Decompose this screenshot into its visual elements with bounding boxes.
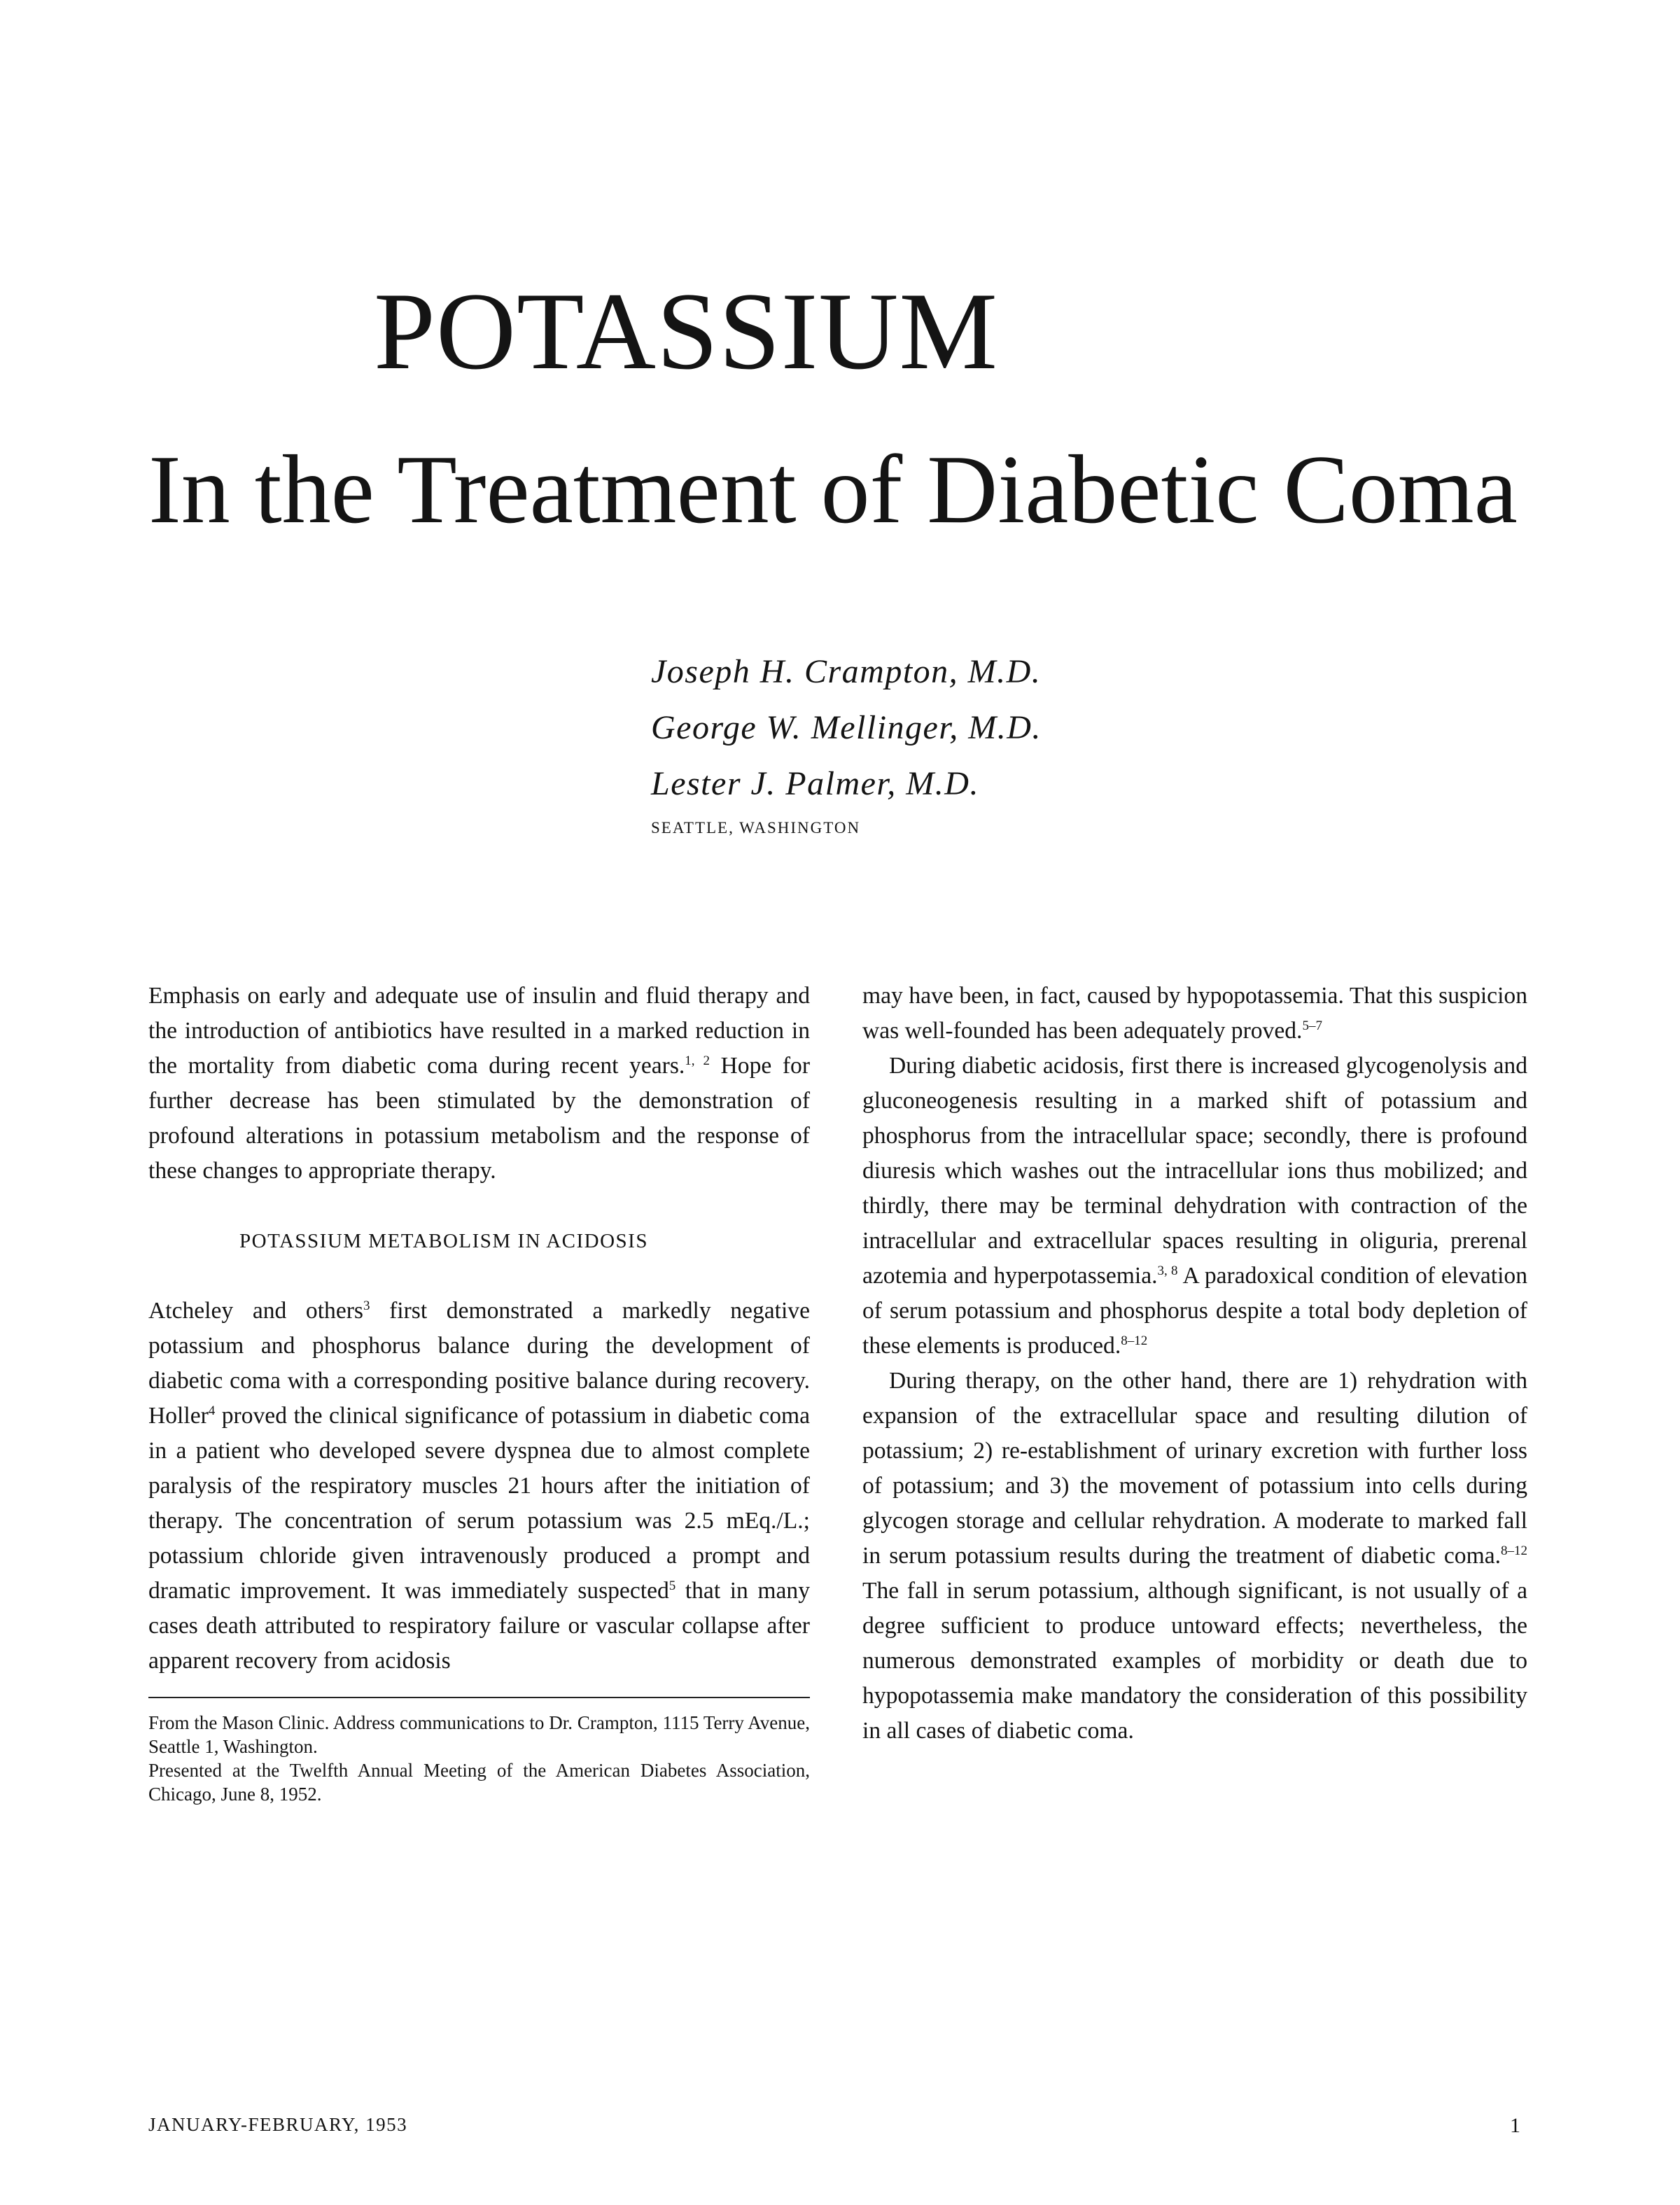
paragraph-text: that in many cases death attributed to respiratory failure or vascular collapse after apparent recovery from acidosis <box>148 1578 810 1674</box>
intro-text-a: Emphasis on early and adequate use of insulin and fluid therapy and the introduction of antibiotics have resulted in a marked reduction in the mortality from diabetic coma during recent years. <box>148 983 810 1079</box>
paragraph-text: A paradoxical condition of elevation of serum potassium and phosphorus despite a total body depletion of these elements is produced. <box>862 1263 1527 1359</box>
footnote-affiliation: From the Mason Clinic. Address communications to Dr. Crampton, 1115 Terry Avenue, Seattle 1, Washington. <box>148 1712 810 1757</box>
reference-marker: 8–12 <box>1501 1543 1527 1558</box>
article-title: POTASSIUM <box>374 270 998 393</box>
author-name: George W. Mellinger, M.D. <box>651 709 1042 746</box>
reference-marker: 4 <box>208 1403 216 1418</box>
right-column <box>862 979 1527 1749</box>
article-subtitle: In the Treatment of Diabetic Coma <box>148 435 1518 544</box>
paragraph-text: During diabetic acidosis, first there is increased glycogenolysis and gluconeogenesis resulting in a marked shift of potassium and phosphorus from the intracellular space; secondly, there is profound diuresis which washes out the intracellular ions thus mobilized; and thirdly, there may be terminal dehydration with contraction of the intracellular and extracellular spaces resulting in oliguria, prerenal azotemia and hyperpotassemia. <box>862 1053 1527 1289</box>
left-column <box>148 979 810 1806</box>
author-name: Joseph H. Crampton, M.D. <box>651 653 1042 690</box>
section-heading: POTASSIUM METABOLISM IN ACIDOSIS <box>239 1230 648 1252</box>
paragraph-text: The fall in serum potassium, although significant, is not usually of a degree sufficient to produce untoward effects; nevertheless, the numerous demonstrated examples of morbidity or death due to hypopotassemia make mandatory the consideration of this possibility in all cases of diabetic coma. <box>862 1578 1527 1744</box>
body-paragraph <box>148 1294 810 1679</box>
author-location: SEATTLE, WASHINGTON <box>651 819 861 836</box>
body-paragraph <box>862 1364 1527 1749</box>
paragraph-text: proved the clinical significance of potassium in diabetic coma in a patient who developed severe dyspnea due to almost complete paralysis of the respiratory muscles 21 hours after the initiation of therapy. The concentration of serum potassium was 2.5 mEq./L.; potassium chloride given intravenously produced a prompt and dramatic improvement. It was immediately suspected <box>148 1403 810 1604</box>
footnote-divider <box>148 1697 810 1698</box>
reference-marker: 5–7 <box>1302 1018 1322 1033</box>
author-name: Lester J. Palmer, M.D. <box>651 765 979 802</box>
paragraph-text: During therapy, on the other hand, there are 1) rehydration with expansion of the extracellular space and resulting dilution of potassium; 2) re-establishment of urinary excretion with further loss of potassium; and 3) the movement of potassium into cells during glycogen storage and cellular rehydration. A moderate to marked fall in serum potassium results during the treatment of diabetic coma. <box>862 1368 1527 1569</box>
body-paragraph <box>862 1049 1527 1364</box>
body-paragraph <box>862 979 1527 1049</box>
reference-marker: 1, 2 <box>685 1053 710 1068</box>
footnote-presentation: Presented at the Twelfth Annual Meeting of the American Diabetes Association, Chicago, June 8, 1952. <box>148 1760 810 1805</box>
paragraph-text: first demonstrated a markedly negative potassium and phosphorus balance during the development of diabetic coma with a corresponding positive balance during recovery. Holler <box>148 1298 810 1429</box>
reference-marker: 8–12 <box>1121 1333 1148 1348</box>
reference-marker: 5 <box>668 1578 676 1593</box>
journal-issue-date: JANUARY-FEBRUARY, 1953 <box>148 2114 408 2135</box>
paragraph-text: Atcheley and others <box>148 1298 363 1324</box>
reference-marker: 3, 8 <box>1157 1263 1178 1278</box>
reference-marker: 3 <box>363 1298 370 1313</box>
author-block <box>651 644 1281 837</box>
intro-paragraph <box>148 979 810 1189</box>
intro-text-b: Hope for further decrease has been stimulated by the demonstration of profound alterations in potassium metabolism and the response of these changes to appropriate therapy. <box>148 1053 811 1184</box>
page-number: 1 <box>1510 2114 1520 2137</box>
paragraph-text: may have been, in fact, caused by hypopotassemia. That this suspicion was well-founded has been adequately proved. <box>862 983 1527 1044</box>
